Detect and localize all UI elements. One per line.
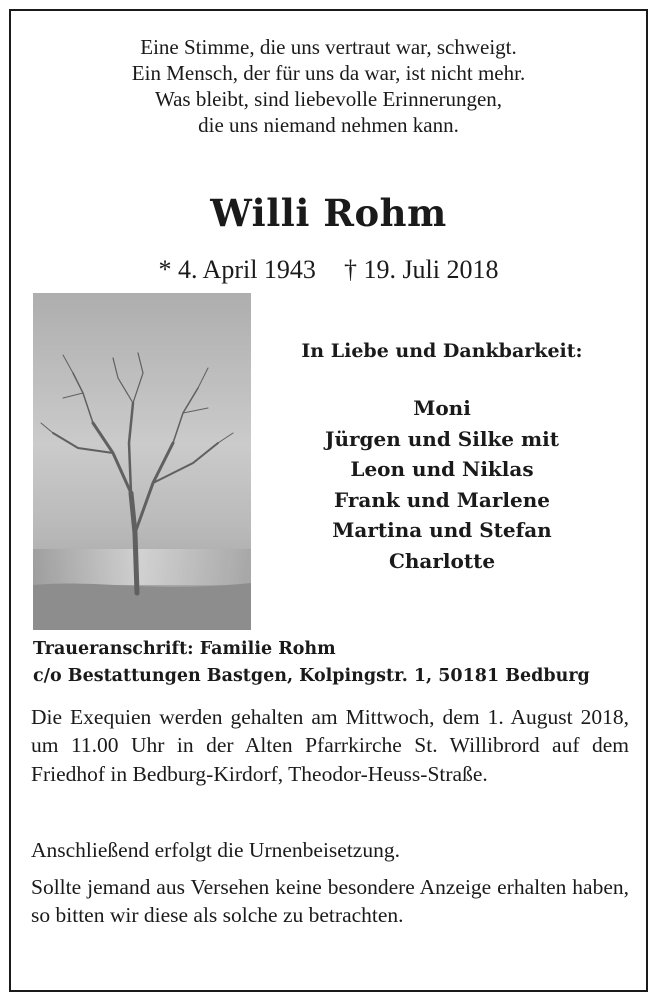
exequien-paragraph: Die Exequien werden gehalten am Mittwoch, dem 1. August 2018, um 11.00 Uhr in der Alten Pfarrkirche St. Willibrord auf dem Friedhof in Bedburg-Kirdorf, Theodor-Heuss-Straße. (31, 705, 629, 786)
deceased-name: Willi Rohm (210, 191, 447, 235)
death-date: † 19. Juli 2018 (343, 255, 499, 284)
address-line-1: Traueranschrift: Familie Rohm (33, 639, 336, 659)
family-list (262, 393, 622, 576)
notice-paragraph: Sollte jemand aus Versehen keine besondere Anzeige erhalten haben, so bitten wir diese als solche zu betrachten. (31, 875, 629, 928)
life-dates (0, 252, 657, 288)
family-member: Frank und Marlene (334, 487, 550, 512)
memorial-poem (0, 34, 657, 138)
family-member: Moni (413, 396, 471, 420)
poem-line: Eine Stimme, die uns vertraut war, schweigt. (140, 35, 517, 59)
misty-tree-photo (33, 293, 251, 630)
address-line-2: c/o Bestattungen Bastgen, Kolpingstr. 1, 50181 Bedburg (33, 666, 590, 686)
family-member: Martina und Stefan (332, 518, 552, 542)
poem-line: Ein Mensch, der für uns da war, ist nicht mehr. (131, 61, 526, 85)
poem-line: Was bleibt, sind liebevolle Erinnerungen, (154, 87, 503, 111)
urn-burial-paragraph: Anschließend erfolgt die Urnenbeisetzung. (31, 838, 400, 862)
mourning-address (33, 636, 633, 690)
family-member: Jürgen und Silke mit (325, 426, 559, 451)
poem-line: die uns niemand nehmen kann. (198, 113, 459, 137)
thanks-heading: In Liebe und Dankbarkeit: (301, 340, 583, 362)
family-member: Leon und Niklas (350, 457, 534, 481)
family-member: Charlotte (388, 548, 496, 573)
birth-date: * 4. April 1943 (158, 255, 316, 284)
